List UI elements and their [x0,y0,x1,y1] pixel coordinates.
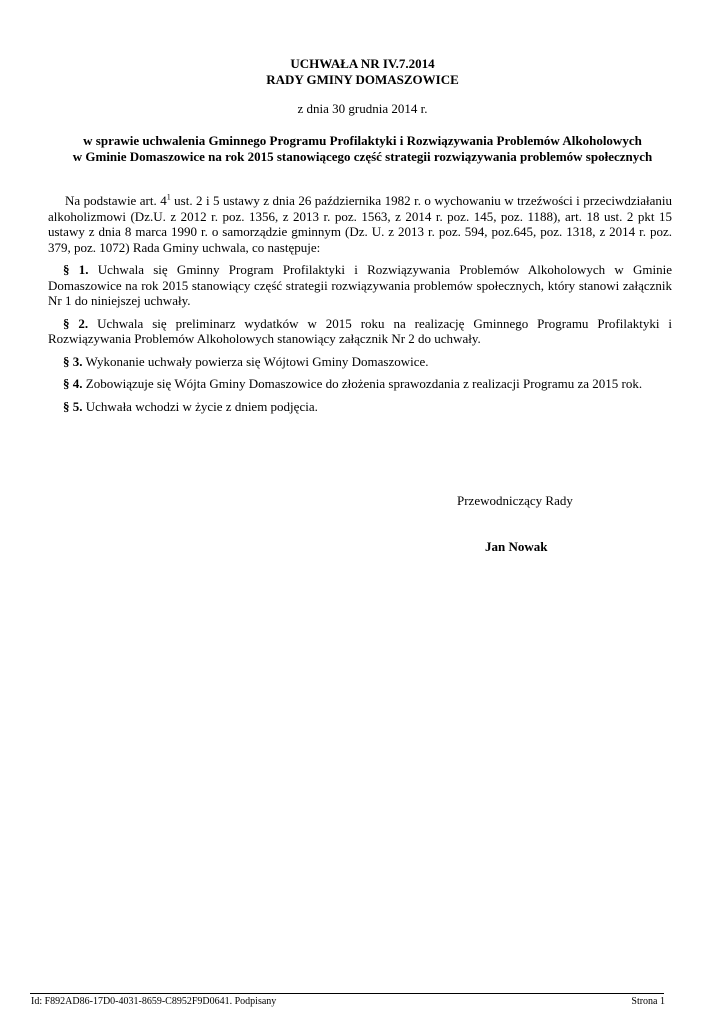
section-3-number: § 3. [63,353,83,369]
legal-basis-paragraph [48,193,672,255]
section-2-number: § 2. [63,315,89,331]
section-2-text: Uchwala się preliminarz wydatków w 2015 roku na realizację Gminnego Programu Profilaktyki i Rozwiązywania Problemów Alkoholowych stanowiący załącznik Nr 2 do uchwały. [48,315,672,346]
section-5-paragraph [48,399,672,415]
resolution-title: UCHWAŁA NR IV.7.2014 [290,56,435,71]
section-4-text: Zobowiązuje się Wójta Gminy Domaszowice do złożenia sprawozdania z realizacji Programu za 2015 rok. [82,376,643,391]
section-1-number: § 1. [63,262,89,277]
legal-basis-text-start: Na podstawie art. 4 [65,193,167,208]
section-5-number: § 5. [63,398,83,414]
section-5-text: Uchwała wchodzi w życie z dniem podjęcia. [82,398,318,414]
section-3-paragraph [48,354,672,370]
signatory-name: Jan Nowak [485,539,548,554]
section-3-text: Wykonanie uchwały powierza się Wójtowi Gminy Domaszowice. [82,353,429,369]
section-1-paragraph [48,262,672,309]
resolution-date: z dnia 30 grudnia 2014 r. [297,101,428,116]
council-name: RADY GMINY DOMASZOWICE [266,72,459,87]
subject-line-2: w Gminie Domaszowice na rok 2015 stanowiącego część strategii rozwiązywania problemów społecznych [72,149,653,164]
section-1-text: Uchwala się Gminny Program Profilaktyki i Rozwiązywania Problemów Alkoholowych w Gminie Domaszowice na rok 2015 stanowiący część strategii rozwiązywania problemów społecznych, który stanowi załącznik Nr 1 do niniejszej uchwały. [48,262,673,308]
legal-basis-text-end: ust. 2 i 5 ustawy z dnia 26 października 1982 r. o wychowaniu w trzeźwości i przeciwdziałaniu alkoholizmowi (Dz.U. z 2012 r. poz. 1356, z 2013 r. poz. 1563, z 2014 r. poz. 145, poz. 1188), art. 18 ust. 2 pkt 15 ustawy z dnia 8 marca 1990 r. o samorządzie gminnym (Dz. U. z 2013 r. poz. 594, poz.645, poz. 1318, z 2014 r. poz. 379, poz. 1072) Rada Gminy uchwala, co następuje: [48,193,672,255]
signatory-role: Przewodniczący Rady [457,493,573,508]
section-2-paragraph [48,316,672,347]
document-id: Id: F892AD86-17D0-4031-8659-C8952F9D0641. Podpisany [31,996,277,1007]
page-number: Strona 1 [631,996,665,1007]
section-4-number: § 4. [63,376,83,391]
footer-divider [30,993,664,994]
resolution-body [48,193,672,421]
subject-line-1: w sprawie uchwalenia Gminnego Programu Profilaktyki i Rozwiązywania Problemów Alkoholowych [83,133,642,148]
article-superscript: 1 [166,192,171,202]
section-4-paragraph [48,376,672,392]
